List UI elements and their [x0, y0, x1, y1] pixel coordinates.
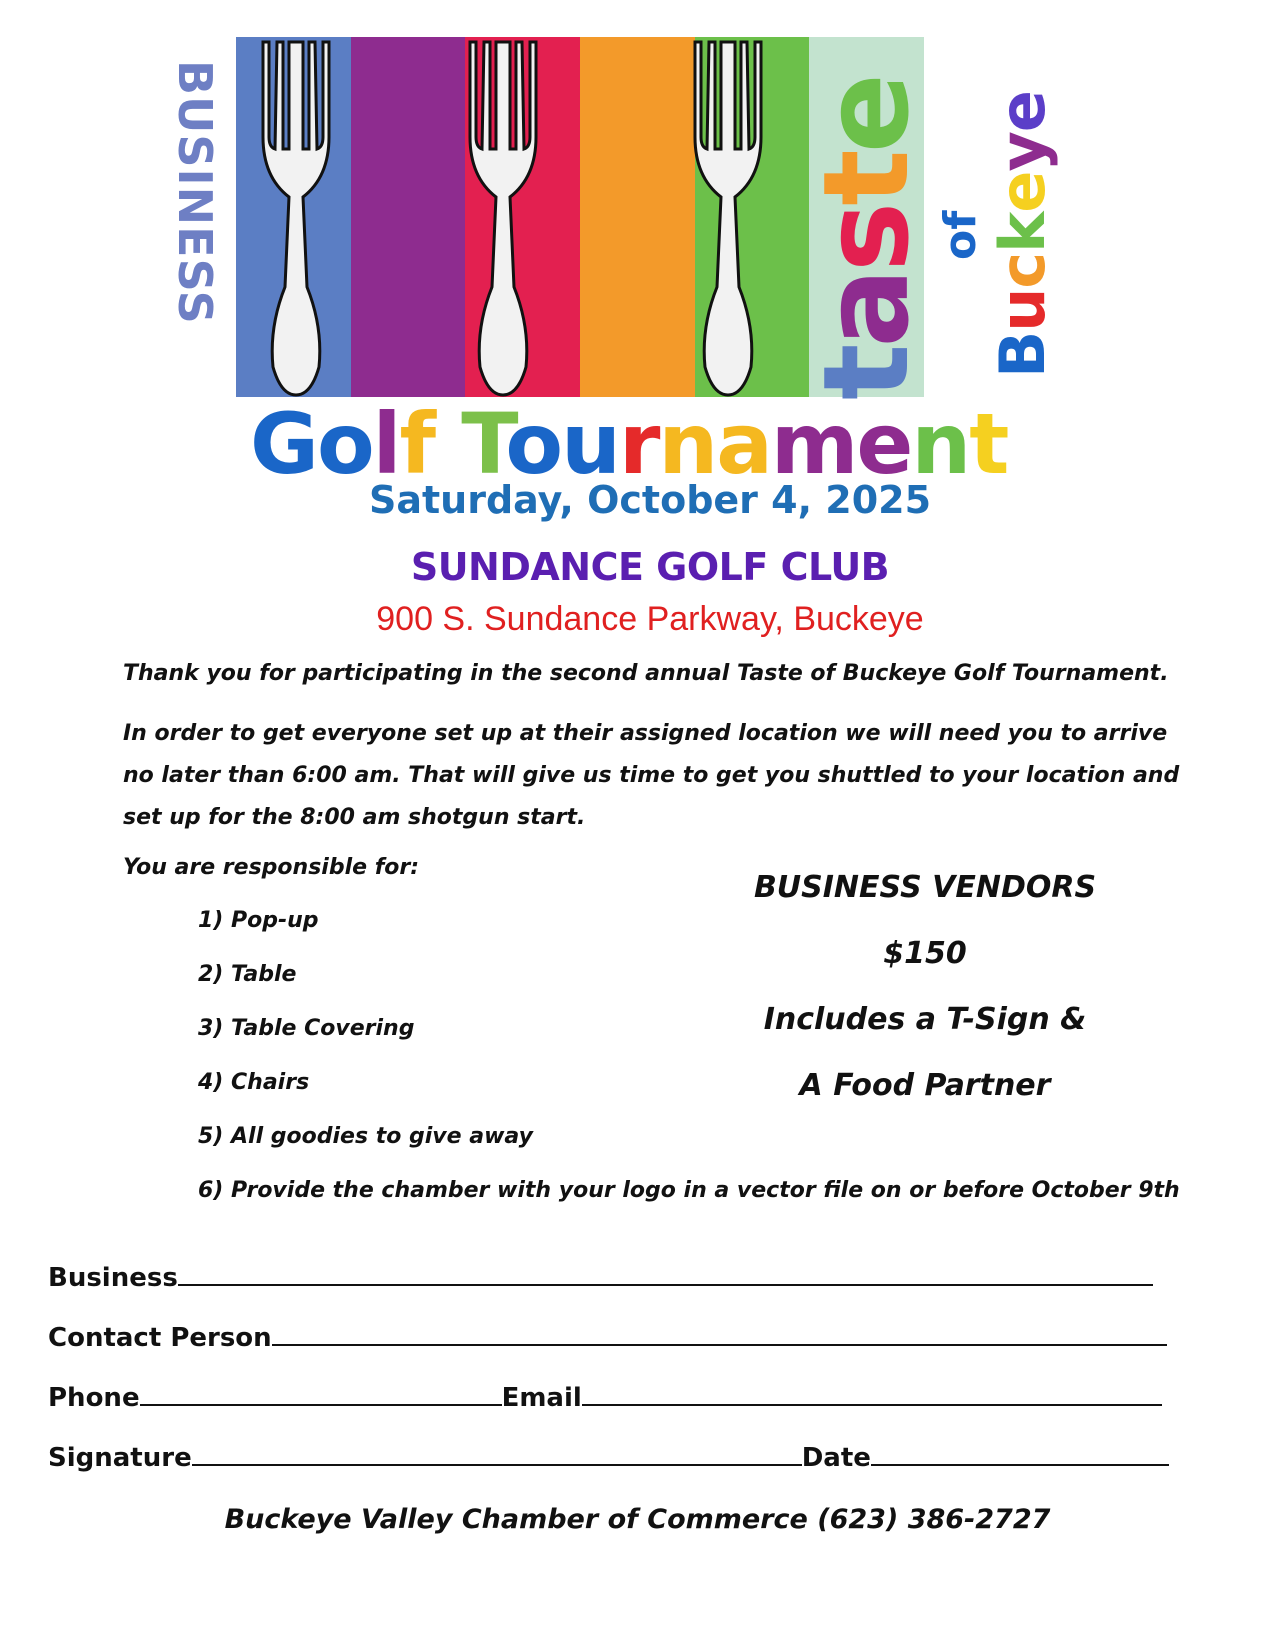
golf-title-letter: u [561, 395, 619, 493]
list-item: 2) Table [198, 962, 297, 987]
fork-icon [683, 37, 773, 397]
taste-letter: s [797, 205, 935, 272]
buckeye-letter: c [986, 252, 1059, 289]
buckeye-letter: y [986, 132, 1059, 172]
golf-title-letter: n [911, 395, 970, 493]
taste-letter: e [797, 77, 935, 154]
buckeye-letter: B [986, 331, 1059, 378]
taste-letter: a [797, 271, 935, 348]
business-input-line[interactable] [178, 1262, 1153, 1286]
stripe-purple [351, 37, 466, 397]
golf-title-letter: n [658, 395, 717, 493]
contact-person-input-line[interactable] [272, 1322, 1167, 1346]
list-item: 5) All goodies to give away [198, 1124, 533, 1149]
vendor-food-partner: A Food Partner [799, 1068, 1051, 1103]
buckeye-letter: e [986, 91, 1059, 133]
golf-title-letter: f [399, 395, 435, 493]
chamber-contact-footer: Buckeye Valley Chamber of Commerce (623) 386-2727 [224, 1504, 1051, 1535]
fork-icon [251, 37, 341, 397]
list-item: 1) Pop-up [198, 908, 319, 933]
stripe-orange [580, 37, 695, 397]
golf-title-letter: T [461, 395, 506, 493]
event-date: Saturday, October 4, 2025 [368, 478, 932, 522]
phone-input-line[interactable] [140, 1382, 502, 1406]
business-label: Business [48, 1263, 178, 1293]
buckeye-letter: u [986, 288, 1059, 332]
golf-title-letter: t [969, 395, 1008, 493]
signature-date-row [48, 1442, 1169, 1473]
golf-title-letter: G [250, 395, 317, 493]
list-item: 4) Chairs [198, 1070, 310, 1095]
date-label: Date [801, 1443, 871, 1473]
buckeye-logo-word [986, 48, 1059, 378]
email-label: Email [501, 1383, 582, 1413]
venue-name: SUNDANCE GOLF CLUB [410, 545, 890, 589]
business-field[interactable] [48, 1262, 1153, 1293]
list-item: 3) Table Covering [198, 1016, 415, 1041]
arrival-instructions: In order to get everyone set up at their assigned location we will need you to arrive no later than 6:00 am. That will give us time to get you shuttled to your location and set up for the 8:00 am shotgun start. [123, 721, 1180, 830]
fork-icon [458, 37, 548, 397]
taste-logo-word [797, 30, 935, 400]
golf-title-letter: r [618, 395, 659, 493]
responsibilities-label: You are responsible for: [123, 855, 420, 880]
email-input-line[interactable] [582, 1382, 1162, 1406]
venue-address: 900 S. Sundance Parkway, Buckeye [376, 600, 924, 638]
vendor-price: $150 [883, 936, 967, 971]
thank-you-text: Thank you for participating in the second annual Taste of Buckeye Golf Tournament. [123, 661, 1169, 686]
golf-title-letter: o [505, 395, 562, 493]
business-vertical-text: BUSINESS [168, 60, 222, 325]
golf-title-letter: e [856, 395, 912, 493]
signature-input-line[interactable] [192, 1442, 802, 1466]
of-logo-word: of [935, 210, 986, 260]
taste-letter: t [797, 347, 935, 400]
signature-label: Signature [48, 1443, 192, 1473]
golf-title-letter: l [372, 395, 400, 493]
contact-person-field[interactable] [48, 1322, 1167, 1353]
phone-email-row [48, 1382, 1162, 1413]
buckeye-letter: k [986, 212, 1059, 253]
vendor-includes: Includes a T-Sign & [763, 1002, 1087, 1037]
golf-title-letter: m [770, 395, 857, 493]
taste-letter: t [797, 153, 935, 206]
phone-label: Phone [48, 1383, 140, 1413]
date-input-line[interactable] [871, 1442, 1169, 1466]
list-item: 6) Provide the chamber with your logo in a vector file on or before October 9th [198, 1178, 1180, 1203]
golf-title-letter: a [716, 395, 771, 493]
contact-person-label: Contact Person [48, 1323, 272, 1353]
vendor-title: BUSINESS VENDORS [753, 870, 1097, 905]
buckeye-letter: e [986, 171, 1059, 213]
golf-title-letter: o [316, 395, 373, 493]
